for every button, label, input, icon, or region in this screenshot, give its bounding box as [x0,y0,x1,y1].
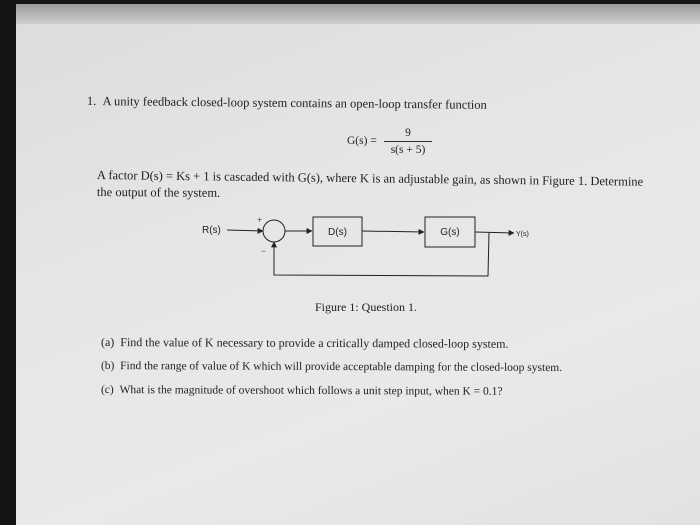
output-label: Y(s) [516,231,529,238]
equation-lhs: G(s) = [347,135,377,147]
d-block-label: D(s) [328,227,347,238]
paper-sheet [16,4,700,525]
part-b-text: Find the range of value of K which will provide acceptable damping for the closed-loop system. [120,360,563,375]
feedback-path [274,232,489,276]
plus-sign: + [257,215,263,225]
input-arrow [227,230,263,231]
factor-line-2: the output of the system. [96,185,221,200]
d-to-g-arrow [362,231,424,232]
g-block-label: G(s) [440,227,460,238]
part-c-label: (c) [100,384,114,397]
minus-sign: − [261,246,267,256]
question-number: 1. [86,94,97,109]
question-intro-line [87,94,487,113]
question-intro: A unity feedback closed-loop system contains an open-loop transfer function [102,94,487,112]
equation-numerator: 9 [405,127,411,139]
equation-denominator: s(s + 5) [390,144,426,156]
equation-fraction [384,127,432,156]
output-arrow [475,232,514,233]
paper-top-edge [16,4,700,24]
input-label: R(s) [202,225,221,236]
summing-junction [263,220,285,242]
part-c-text: What is the magnitude of overshoot which follows a unit step input, when K = 0.1? [119,384,503,398]
part-a [101,335,509,352]
part-c [101,384,503,398]
figure-caption: Figure 1: Question 1. [315,300,417,314]
factor-line-1: A factor D(s) = Ks + 1 is cascaded with G(s), where K is an adjustable gain, as shown in Figure 1. Determine [96,168,644,189]
block-diagram [196,204,529,309]
part-a-text: Find the value of K necessary to provide a critically damped closed-loop system. [120,335,509,351]
part-b [101,360,562,374]
fraction-bar [384,141,432,142]
part-a-label: (a) [100,335,115,350]
part-b-label: (b) [100,360,115,373]
